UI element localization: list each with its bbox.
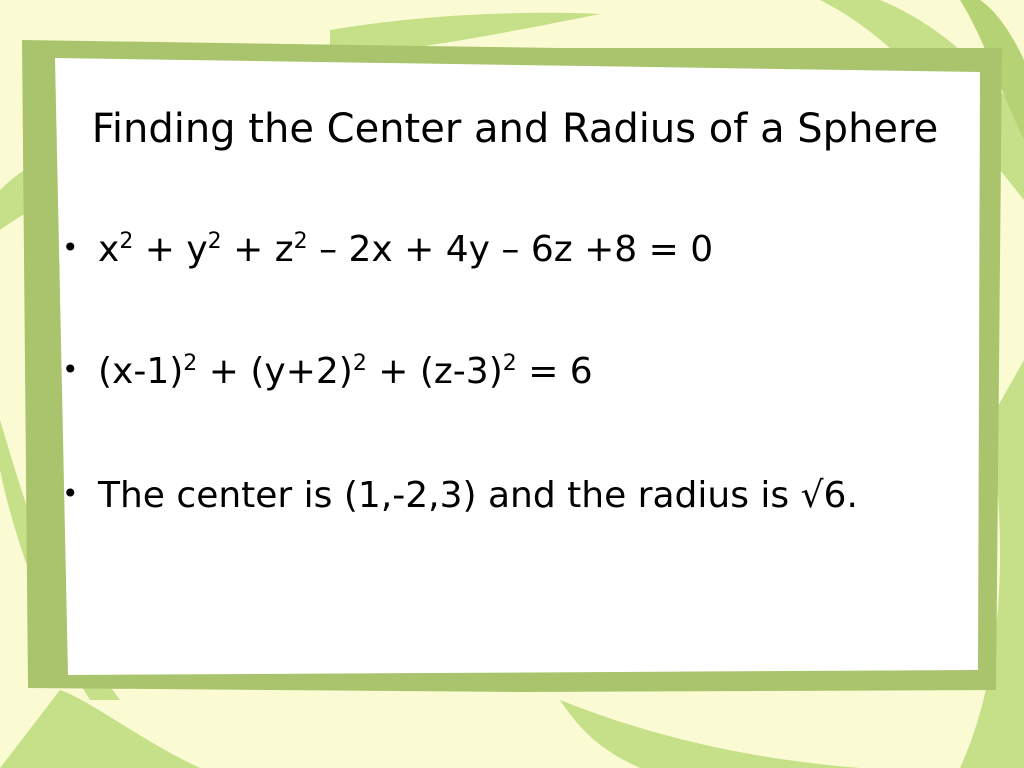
superscript-exponent: 2 <box>502 351 517 376</box>
superscript-exponent: 2 <box>207 229 222 254</box>
bullet-text-run: + z <box>221 229 294 270</box>
bullet-item-center-radius <box>62 472 858 518</box>
bullet-text-run: – 2x + 4y – 6z +8 = 0 <box>307 229 714 270</box>
superscript-exponent: 2 <box>119 229 134 254</box>
bullet-text-run: + (z-3) <box>366 351 503 392</box>
bullet-icon: • <box>62 477 79 510</box>
superscript-exponent: 2 <box>352 351 367 376</box>
superscript-exponent: 2 <box>293 229 308 254</box>
bullet-item-completed-square <box>62 348 593 394</box>
bullet-text-run: (x-1) <box>98 351 184 392</box>
bullet-item-sphere-equation <box>62 226 713 272</box>
bullet-icon: • <box>62 353 79 386</box>
bullet-icon: • <box>62 231 79 264</box>
slide-title: Finding the Center and Radius of a Sphere <box>91 106 939 152</box>
bullet-text <box>98 228 713 272</box>
bullet-text <box>98 350 593 394</box>
superscript-exponent: 2 <box>183 351 198 376</box>
bullet-text-run: = 6 <box>516 351 593 392</box>
bullet-text-run: + (y+2) <box>197 351 353 392</box>
bullet-text-run: + y <box>133 229 208 270</box>
bullet-text <box>98 474 858 518</box>
bullet-text-run: The center is (1,-2,3) and the radius is √6. <box>98 475 858 516</box>
bullet-text-run: x <box>98 229 120 270</box>
